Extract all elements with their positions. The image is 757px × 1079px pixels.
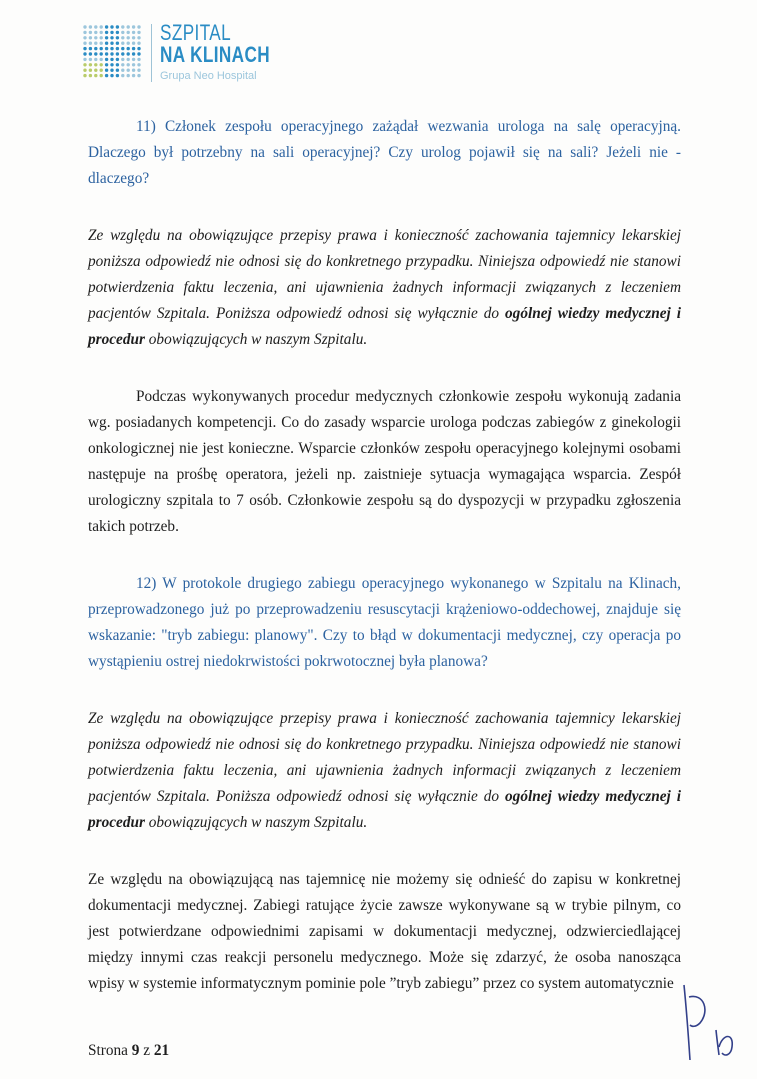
- dot-cross-logo-icon: [82, 24, 142, 80]
- page-number: [88, 1042, 169, 1060]
- question-11: 11) Członek zespołu operacyjnego zażądał wezwania urologa na salę operacyjną. Dlaczego był potrzebny na sali operacyjnej? Czy urolog pojawił się na sali? Jeżeli nie - dlaczego?: [88, 118, 681, 187]
- hospital-logo: [82, 22, 282, 84]
- answer-12: Ze względu na obowiązującą nas tajemnicę nie możemy się odnieść do zapisu w konkretnej dokumentacji medycznej. Zabiegi ratujące życie zawsze wykonywane są w trybie pilnym, co jest potwierdzane odpowiednimi zapisami w dokumentacji medycznej, odzwierciedlającej między innymi czas reakcji personelu medycznego. Może się zdarzyć, że osoba nanosząca wpisy w systemie informatycznym pominie pole ”tryb zabiegu” przez co system automatycznie: [88, 871, 681, 992]
- page-separator: z: [143, 1042, 151, 1059]
- disclaimer-2-text: Ze względu na obowiązujące przepisy prawa i konieczność zachowania tajemnicy lekarskiej poniższa odpowiedź nie odnosi się do konkretnego przypadku. Niniejsza odpowiedź nie stanowi potwierdzenia faktu leczenia, ani ujawnienia żadnych informacji związanych z leczeniem pacjentów Szpitala. Poniższa odpowiedź odnosi się wyłącznie do: [88, 710, 681, 805]
- disclaimer-2-end: obowiązujących w naszym Szpitalu.: [144, 814, 368, 831]
- disclaimer-1-end: obowiązujących w naszym Szpitalu.: [144, 331, 368, 348]
- page-label: Strona: [88, 1042, 128, 1059]
- answer-11: Podczas wykonywanych procedur medycznych członkowie zespołu wykonują zadania wg. posiadanych kompetencji. Co do zasady wsparcie urologa podczas zabiegów z ginekologii onkologicznej nie jest konieczne. Wsparcie członków zespołu operacyjnego kolejnymi osobami następuje na prośbę operatora, jeżeli np. zaistnieje sytuacja wymagająca wsparcia. Zespół urologiczny szpitala to 7 osób. Członkowie zespołu są do dyspozycji w przypadku zgłoszenia takich potrzeb.: [88, 388, 681, 535]
- logo-divider: [151, 24, 152, 82]
- disclaimer-2-bold: ogólnej wiedzy medycznej i procedur: [88, 788, 681, 831]
- disclaimer-1: [88, 223, 681, 353]
- page-total: 21: [153, 1042, 170, 1059]
- logo-wordmark: [160, 22, 301, 82]
- disclaimer-2: [88, 706, 681, 836]
- disclaimer-1-bold: ogólnej wiedzy medycznej i procedur: [88, 305, 681, 348]
- logo-subtitle: Grupa Neo Hospital: [160, 70, 257, 82]
- page-current: 9: [131, 1042, 140, 1059]
- question-12: 12) W protokole drugiego zabiegu operacyjnego wykonanego w Szpitalu na Klinach, przeprowadzonego już po przeprowadzeniu resuscytacji krążeniowo-oddechowej, znajduje się wskazanie: "tryb zabiegu: planowy". Czy to błąd w dokumentacji medycznej, czy operacja po wystąpieniu ostrej niedokrwistości pokrwotocznej była planowa?: [88, 575, 681, 670]
- handwritten-initials-signature: [670, 975, 750, 1065]
- logo-line-2: NA KLINACH: [160, 42, 271, 67]
- disclaimer-1-text: Ze względu na obowiązujące przepisy prawa i konieczność zachowania tajemnicy lekarskiej poniższa odpowiedź nie odnosi się do konkretnego przypadku. Niniejsza odpowiedź nie stanowi potwierdzenia faktu leczenia, ani ujawnienia żadnych informacji związanych z leczeniem pacjentów Szpitala. Poniższa odpowiedź odnosi się wyłącznie do: [88, 227, 681, 322]
- logo-line-1: SZPITAL: [160, 20, 232, 45]
